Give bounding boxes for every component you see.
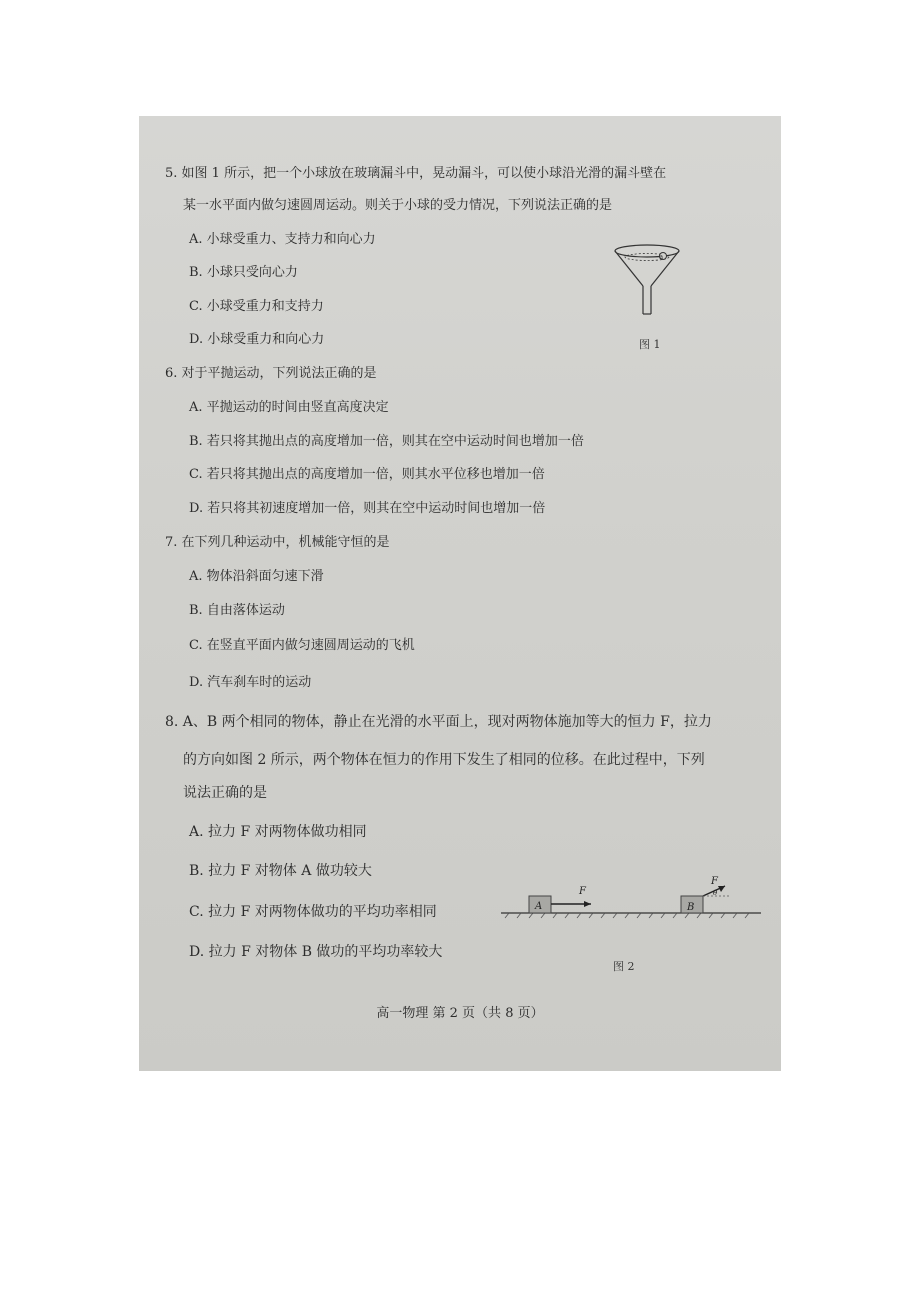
q6-option-d: D. 若只将其初速度增加一倍，则其在空中运动时间也增加一倍 xyxy=(189,501,546,516)
angle-label: θ xyxy=(713,889,718,897)
figure1-caption: 图 1 xyxy=(639,338,661,351)
q6-option-c: C. 若只将其抛出点的高度增加一倍，则其水平位移也增加一倍 xyxy=(189,467,545,482)
arrow-right-icon xyxy=(584,901,591,907)
q8-option-d: D. 拉力 F 对物体 B 做功的平均功率较大 xyxy=(189,944,443,960)
force-blocks-figure xyxy=(499,864,765,924)
block-b-label: B xyxy=(687,902,695,913)
force-b-label: F xyxy=(711,876,718,887)
q8-option-a: A. 拉力 F 对两物体做功相同 xyxy=(189,824,367,840)
force-a-label: F xyxy=(579,886,586,897)
q5-option-d: D. 小球受重力和向心力 xyxy=(189,332,325,347)
page-footer: 高一物理 第 2 页（共 8 页） xyxy=(376,1006,544,1021)
q8-stem-line3: 说法正确的是 xyxy=(183,785,267,801)
funnel-figure xyxy=(609,242,689,342)
block-a-label: A xyxy=(535,901,543,912)
q7-option-c: C. 在竖直平面内做匀速圆周运动的飞机 xyxy=(189,638,415,653)
q8-option-b: B. 拉力 F 对物体 A 做功较大 xyxy=(189,863,372,879)
figure2-caption: 图 2 xyxy=(613,960,635,973)
q8-option-c: C. 拉力 F 对两物体做功的平均功率相同 xyxy=(189,904,437,920)
q6-option-b: B. 若只将其抛出点的高度增加一倍，则其在空中运动时间也增加一倍 xyxy=(189,434,584,449)
q5-stem-line2: 某一水平面内做匀速圆周运动。则关于小球的受力情况，下列说法正确的是 xyxy=(183,198,613,213)
ball-label: a xyxy=(659,253,664,261)
q5-stem-line1: 5. 如图 1 所示，把一个小球放在玻璃漏斗中，晃动漏斗，可以使小球沿光滑的漏斗壁在 xyxy=(165,166,667,181)
q5-option-c: C. 小球受重力和支持力 xyxy=(189,299,324,314)
q6-option-a: A. 平抛运动的时间由竖直高度决定 xyxy=(189,400,389,415)
q5-option-b: B. 小球只受向心力 xyxy=(189,265,298,280)
q7-option-d: D. 汽车刹车时的运动 xyxy=(189,675,312,690)
q8-stem-line2: 的方向如图 2 所示，两个物体在恒力的作用下发生了相同的位移。在此过程中，下列 xyxy=(183,752,705,768)
q5-option-a: A. 小球受重力、支持力和向心力 xyxy=(189,232,376,247)
q6-stem: 6. 对于平抛运动，下列说法正确的是 xyxy=(165,366,377,381)
photographed-exam-page xyxy=(139,116,781,1071)
q7-option-a: A. 物体沿斜面匀速下滑 xyxy=(189,569,324,584)
q8-stem-line1: 8. A、B 两个相同的物体，静止在光滑的水平面上，现对两物体施加等大的恒力 F，拉力 xyxy=(165,714,712,730)
q7-stem: 7. 在下列几种运动中，机械能守恒的是 xyxy=(165,535,390,550)
q7-option-b: B. 自由落体运动 xyxy=(189,603,285,618)
